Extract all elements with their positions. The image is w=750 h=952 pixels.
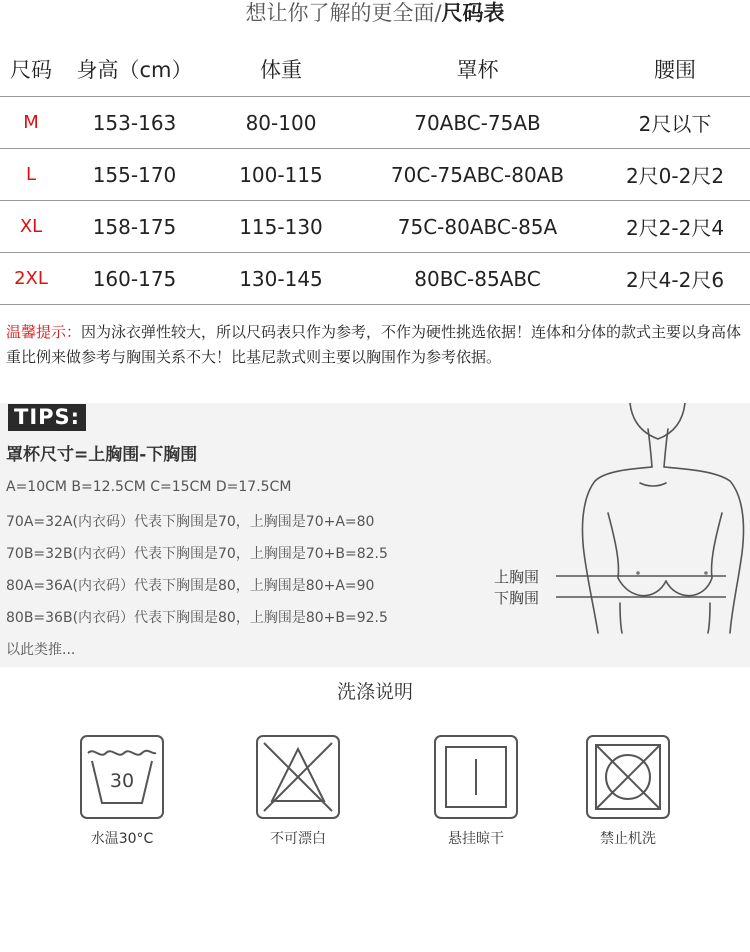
wash-item-temp [62,735,182,848]
cell-waist: 2尺4-2尺6 [600,253,750,305]
wash-caption: 不可漂白 [270,831,326,847]
cell-height: 155-170 [62,149,207,201]
cell-weight: 100-115 [207,149,355,201]
cell-height: 158-175 [62,201,207,253]
table-row [0,97,750,149]
cell-size: L [0,149,62,201]
washing-title: 洗涤说明 [336,681,413,703]
page-title: 想让你了解的更全面/尺码表 [245,1,505,25]
cell-cup: 80BC-85ABC [355,253,600,305]
table-header-row [0,42,750,97]
cell-height: 160-175 [62,253,207,305]
tips-panel [0,403,750,667]
bust-illustration [480,403,750,667]
table-row [0,149,750,201]
cell-size: XL [0,201,62,253]
tips-badge: TIPS: [8,404,86,431]
cell-cup: 75C-80ABC-85A [355,201,600,253]
tips-line: 80A=36A(内衣码）代表下胸围是80，上胸围是80+A=90 [6,578,375,594]
size-table [0,42,750,305]
cell-waist: 2尺0-2尺2 [600,149,750,201]
cell-weight: 130-145 [207,253,355,305]
cell-cup: 70C-75ABC-80AB [355,149,600,201]
tips-line: 70A=32A(内衣码）代表下胸围是70，上胸围是70+A=80 [6,514,375,530]
hang-dry-icon [434,735,518,819]
header-size: 尺码 [0,42,62,97]
cell-waist: 2尺以下 [600,97,750,149]
upper-bust-label: 上胸围 [494,568,540,586]
tips-line: A=10CM B=12.5CM C=15CM D=17.5CM [6,479,292,495]
cell-waist: 2尺2-2尺4 [600,201,750,253]
wash-caption: 禁止机洗 [600,831,656,847]
size-note [6,320,748,370]
under-bust-label: 下胸围 [494,589,540,607]
header-waist: 腰围 [600,42,750,97]
wash-caption: 水温30°C [90,831,154,847]
cell-weight: 80-100 [207,97,355,149]
wash-item-hang [416,735,536,848]
no-bleach-icon [256,735,340,819]
wash-temp-value: 30 [109,770,135,792]
tips-heading: 罩杯尺寸=上胸围-下胸围 [6,445,198,465]
table-row [0,253,750,305]
tips-line: 以此类推... [6,642,76,658]
table-row [0,201,750,253]
cell-size: 2XL [0,253,62,305]
tips-line: 70B=32B(内衣码）代表下胸围是70，上胸围是70+B=82.5 [6,546,388,562]
cell-size: M [0,97,62,149]
cell-cup: 70ABC-75AB [355,97,600,149]
wash-30-icon [80,735,164,819]
note-label: 温馨提示： [6,323,82,341]
wash-item-bleach [238,735,358,848]
header-weight: 体重 [207,42,355,97]
torso-outline-icon [480,403,750,667]
wash-caption: 悬挂晾干 [448,831,504,847]
header-height: 身高（cm） [62,42,207,97]
no-machine-wash-icon [586,735,670,819]
header-cup: 罩杯 [355,42,600,97]
note-text: 因为泳衣弹性较大，所以尺码表只作为参考，不作为硬性挑选依据！连体和分体的款式主要以身高体重比例来做参考与胸围关系不大！比基尼款式则主要以胸围作为参考依据。 [6,323,742,366]
cell-height: 153-163 [62,97,207,149]
cell-weight: 115-130 [207,201,355,253]
wash-item-machine [568,735,688,848]
tips-line: 80B=36B(内衣码）代表下胸围是80，上胸围是80+B=92.5 [6,610,388,626]
